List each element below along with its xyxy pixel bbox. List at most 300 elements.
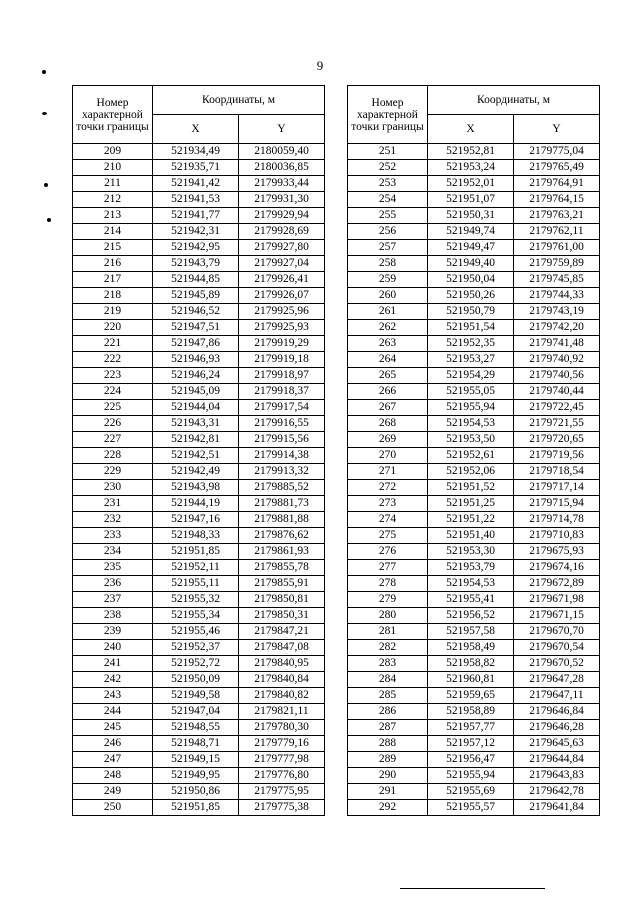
y-coordinate-cell: 2179927,04	[239, 256, 325, 272]
y-coordinate-cell: 2179881,73	[239, 496, 325, 512]
point-number-cell: 266	[348, 384, 428, 400]
table-row	[73, 576, 325, 592]
point-number-cell: 210	[73, 160, 153, 176]
x-coordinate-cell: 521949,15	[153, 752, 239, 768]
x-coordinate-cell: 521951,40	[428, 528, 514, 544]
y-coordinate-cell: 2179855,78	[239, 560, 325, 576]
x-coordinate-cell: 521956,47	[428, 752, 514, 768]
y-coordinate-cell: 2179763,21	[514, 208, 600, 224]
table-row	[348, 672, 600, 688]
point-number-cell: 228	[73, 448, 153, 464]
point-number-cell: 283	[348, 656, 428, 672]
table-row	[73, 352, 325, 368]
table-row	[73, 480, 325, 496]
x-coordinate-cell: 521954,29	[428, 368, 514, 384]
point-number-cell: 214	[73, 224, 153, 240]
point-number-cell: 211	[73, 176, 153, 192]
table-row	[73, 704, 325, 720]
y-coordinate-cell: 2179720,65	[514, 432, 600, 448]
x-coordinate-cell: 521960,81	[428, 672, 514, 688]
y-coordinate-cell: 2179744,33	[514, 288, 600, 304]
y-coordinate-cell: 2179647,28	[514, 672, 600, 688]
x-coordinate-cell: 521955,57	[428, 800, 514, 816]
y-coordinate-cell: 2179918,37	[239, 384, 325, 400]
y-coordinate-cell: 2179672,89	[514, 576, 600, 592]
table-row	[348, 176, 600, 192]
table-row	[348, 336, 600, 352]
x-coordinate-cell: 521943,98	[153, 480, 239, 496]
y-coordinate-cell: 2179927,80	[239, 240, 325, 256]
table-row	[73, 304, 325, 320]
y-coordinate-cell: 2179775,95	[239, 784, 325, 800]
table-row	[348, 736, 600, 752]
table-row	[348, 784, 600, 800]
point-number-cell: 218	[73, 288, 153, 304]
table-row	[348, 208, 600, 224]
point-number-cell: 220	[73, 320, 153, 336]
point-number-cell: 232	[73, 512, 153, 528]
point-number-cell: 215	[73, 240, 153, 256]
table-row	[348, 240, 600, 256]
y-coordinate-cell: 2179821,11	[239, 704, 325, 720]
x-coordinate-cell: 521953,27	[428, 352, 514, 368]
x-coordinate-cell: 521955,32	[153, 592, 239, 608]
x-coordinate-cell: 521941,53	[153, 192, 239, 208]
point-number-cell: 260	[348, 288, 428, 304]
y-coordinate-cell: 2179915,56	[239, 432, 325, 448]
x-coordinate-cell: 521952,35	[428, 336, 514, 352]
point-number-cell: 222	[73, 352, 153, 368]
table-row	[348, 256, 600, 272]
y-coordinate-cell: 2179719,56	[514, 448, 600, 464]
table-body-right	[348, 144, 600, 816]
x-coordinate-cell: 521955,94	[428, 768, 514, 784]
y-coordinate-cell: 2179740,44	[514, 384, 600, 400]
table-row	[348, 224, 600, 240]
x-coordinate-cell: 521952,11	[153, 560, 239, 576]
y-coordinate-cell: 2179925,96	[239, 304, 325, 320]
table-row	[73, 672, 325, 688]
point-number-cell: 259	[348, 272, 428, 288]
x-coordinate-cell: 521952,37	[153, 640, 239, 656]
point-number-cell: 262	[348, 320, 428, 336]
point-number-cell: 255	[348, 208, 428, 224]
table-row	[73, 288, 325, 304]
header-point: Номер характерной точки границы	[73, 86, 153, 144]
y-coordinate-cell: 2179926,07	[239, 288, 325, 304]
x-coordinate-cell: 521950,04	[428, 272, 514, 288]
x-coordinate-cell: 521947,51	[153, 320, 239, 336]
table-row	[348, 320, 600, 336]
point-number-cell: 257	[348, 240, 428, 256]
y-coordinate-cell: 2179740,92	[514, 352, 600, 368]
scan-mark	[42, 112, 47, 115]
x-coordinate-cell: 521942,95	[153, 240, 239, 256]
y-coordinate-cell: 2179740,56	[514, 368, 600, 384]
point-number-cell: 272	[348, 480, 428, 496]
point-number-cell: 290	[348, 768, 428, 784]
x-coordinate-cell: 521955,34	[153, 608, 239, 624]
x-coordinate-cell: 521955,11	[153, 576, 239, 592]
header-y: Y	[239, 115, 325, 144]
table-row	[348, 288, 600, 304]
x-coordinate-cell: 521945,89	[153, 288, 239, 304]
y-coordinate-cell: 2179670,70	[514, 624, 600, 640]
x-coordinate-cell: 521955,94	[428, 400, 514, 416]
point-number-cell: 246	[73, 736, 153, 752]
table-row	[73, 608, 325, 624]
y-coordinate-cell: 2179861,93	[239, 544, 325, 560]
y-coordinate-cell: 2179718,54	[514, 464, 600, 480]
y-coordinate-cell: 2179645,63	[514, 736, 600, 752]
y-coordinate-cell: 2179931,30	[239, 192, 325, 208]
table-row	[348, 480, 600, 496]
point-number-cell: 225	[73, 400, 153, 416]
point-number-cell: 289	[348, 752, 428, 768]
point-number-cell: 277	[348, 560, 428, 576]
point-number-cell: 209	[73, 144, 153, 160]
point-number-cell: 275	[348, 528, 428, 544]
y-coordinate-cell: 2179642,78	[514, 784, 600, 800]
y-coordinate-cell: 2179775,04	[514, 144, 600, 160]
table-row	[73, 496, 325, 512]
point-number-cell: 261	[348, 304, 428, 320]
y-coordinate-cell: 2179925,93	[239, 320, 325, 336]
table-row	[73, 784, 325, 800]
table-row	[348, 592, 600, 608]
y-coordinate-cell: 2179644,84	[514, 752, 600, 768]
x-coordinate-cell: 521950,31	[428, 208, 514, 224]
table-row	[73, 224, 325, 240]
y-coordinate-cell: 2179671,98	[514, 592, 600, 608]
y-coordinate-cell: 2179919,29	[239, 336, 325, 352]
point-number-cell: 244	[73, 704, 153, 720]
x-coordinate-cell: 521952,81	[428, 144, 514, 160]
point-number-cell: 238	[73, 608, 153, 624]
point-number-cell: 219	[73, 304, 153, 320]
table-row	[348, 560, 600, 576]
point-number-cell: 280	[348, 608, 428, 624]
point-number-cell: 249	[73, 784, 153, 800]
x-coordinate-cell: 521954,53	[428, 576, 514, 592]
footer-divider	[400, 888, 545, 889]
table-row	[73, 720, 325, 736]
table-row	[73, 592, 325, 608]
point-number-cell: 216	[73, 256, 153, 272]
point-number-cell: 217	[73, 272, 153, 288]
x-coordinate-cell: 521949,47	[428, 240, 514, 256]
point-number-cell: 248	[73, 768, 153, 784]
y-coordinate-cell: 2179850,81	[239, 592, 325, 608]
table-row	[73, 544, 325, 560]
table-row	[73, 464, 325, 480]
y-coordinate-cell: 2179847,08	[239, 640, 325, 656]
x-coordinate-cell: 521951,54	[428, 320, 514, 336]
y-coordinate-cell: 2179722,45	[514, 400, 600, 416]
y-coordinate-cell: 2179775,38	[239, 800, 325, 816]
y-coordinate-cell: 2179779,16	[239, 736, 325, 752]
table-row	[348, 656, 600, 672]
table-row	[73, 752, 325, 768]
x-coordinate-cell: 521957,12	[428, 736, 514, 752]
table-row	[348, 352, 600, 368]
table-row	[73, 640, 325, 656]
table-row	[73, 560, 325, 576]
x-coordinate-cell: 521950,79	[428, 304, 514, 320]
table-row	[73, 192, 325, 208]
x-coordinate-cell: 521944,04	[153, 400, 239, 416]
table-row	[73, 624, 325, 640]
table-row	[73, 512, 325, 528]
table-row	[348, 384, 600, 400]
y-coordinate-cell: 2179777,98	[239, 752, 325, 768]
x-coordinate-cell: 521946,52	[153, 304, 239, 320]
x-coordinate-cell: 521952,06	[428, 464, 514, 480]
point-number-cell: 242	[73, 672, 153, 688]
table-row	[73, 176, 325, 192]
point-number-cell: 254	[348, 192, 428, 208]
table-row	[348, 160, 600, 176]
table-row	[73, 416, 325, 432]
point-number-cell: 234	[73, 544, 153, 560]
x-coordinate-cell: 521951,07	[428, 192, 514, 208]
table-row	[73, 144, 325, 160]
table-row	[73, 800, 325, 816]
point-number-cell: 263	[348, 336, 428, 352]
table-row	[348, 688, 600, 704]
table-row	[348, 704, 600, 720]
x-coordinate-cell: 521957,58	[428, 624, 514, 640]
point-number-cell: 221	[73, 336, 153, 352]
y-coordinate-cell: 2179764,91	[514, 176, 600, 192]
table-row	[73, 432, 325, 448]
table-row	[348, 624, 600, 640]
scan-mark	[44, 183, 48, 187]
coordinates-table-right	[347, 85, 600, 816]
point-number-cell: 264	[348, 352, 428, 368]
x-coordinate-cell: 521950,09	[153, 672, 239, 688]
x-coordinate-cell: 521948,33	[153, 528, 239, 544]
table-row	[348, 368, 600, 384]
y-coordinate-cell: 2179917,54	[239, 400, 325, 416]
point-number-cell: 265	[348, 368, 428, 384]
point-number-cell: 276	[348, 544, 428, 560]
table-row	[348, 416, 600, 432]
point-number-cell: 278	[348, 576, 428, 592]
table-row	[73, 240, 325, 256]
y-coordinate-cell: 2179641,84	[514, 800, 600, 816]
table-row	[73, 384, 325, 400]
point-number-cell: 253	[348, 176, 428, 192]
table-row	[73, 160, 325, 176]
table-row	[348, 400, 600, 416]
point-number-cell: 213	[73, 208, 153, 224]
x-coordinate-cell: 521953,24	[428, 160, 514, 176]
table-row	[73, 528, 325, 544]
table-row	[348, 304, 600, 320]
x-coordinate-cell: 521942,81	[153, 432, 239, 448]
y-coordinate-cell: 2179919,18	[239, 352, 325, 368]
x-coordinate-cell: 521945,09	[153, 384, 239, 400]
x-coordinate-cell: 521958,89	[428, 704, 514, 720]
x-coordinate-cell: 521952,01	[428, 176, 514, 192]
y-coordinate-cell: 2179745,85	[514, 272, 600, 288]
y-coordinate-cell: 2179759,89	[514, 256, 600, 272]
x-coordinate-cell: 521942,51	[153, 448, 239, 464]
table-row	[348, 576, 600, 592]
y-coordinate-cell: 2179876,62	[239, 528, 325, 544]
table-row	[73, 256, 325, 272]
point-number-cell: 241	[73, 656, 153, 672]
y-coordinate-cell: 2179928,69	[239, 224, 325, 240]
table-row	[348, 768, 600, 784]
x-coordinate-cell: 521944,85	[153, 272, 239, 288]
point-number-cell: 288	[348, 736, 428, 752]
x-coordinate-cell: 521952,61	[428, 448, 514, 464]
y-coordinate-cell: 2179840,82	[239, 688, 325, 704]
y-coordinate-cell: 2179646,28	[514, 720, 600, 736]
y-coordinate-cell: 2179643,83	[514, 768, 600, 784]
x-coordinate-cell: 521942,31	[153, 224, 239, 240]
table-row	[348, 528, 600, 544]
header-x: X	[428, 115, 514, 144]
x-coordinate-cell: 521955,46	[153, 624, 239, 640]
header-coordinates: Координаты, м	[153, 86, 325, 115]
y-coordinate-cell: 2179840,95	[239, 656, 325, 672]
y-coordinate-cell: 2179670,52	[514, 656, 600, 672]
coordinates-table-left	[72, 85, 325, 816]
y-coordinate-cell: 2180036,85	[239, 160, 325, 176]
x-coordinate-cell: 521955,41	[428, 592, 514, 608]
x-coordinate-cell: 521955,05	[428, 384, 514, 400]
x-coordinate-cell: 521953,79	[428, 560, 514, 576]
y-coordinate-cell: 2179717,14	[514, 480, 600, 496]
y-coordinate-cell: 2179714,78	[514, 512, 600, 528]
point-number-cell: 231	[73, 496, 153, 512]
point-number-cell: 291	[348, 784, 428, 800]
table-row	[348, 448, 600, 464]
x-coordinate-cell: 521946,93	[153, 352, 239, 368]
table-body-left	[73, 144, 325, 816]
x-coordinate-cell: 521949,74	[428, 224, 514, 240]
point-number-cell: 281	[348, 624, 428, 640]
y-coordinate-cell: 2179881,88	[239, 512, 325, 528]
header-point: Номер характерной точки границы	[348, 86, 428, 144]
point-number-cell: 285	[348, 688, 428, 704]
y-coordinate-cell: 2179710,83	[514, 528, 600, 544]
x-coordinate-cell: 521941,77	[153, 208, 239, 224]
point-number-cell: 273	[348, 496, 428, 512]
y-coordinate-cell: 2179670,54	[514, 640, 600, 656]
table-row	[348, 640, 600, 656]
y-coordinate-cell: 2179929,94	[239, 208, 325, 224]
table-row	[73, 448, 325, 464]
point-number-cell: 268	[348, 416, 428, 432]
point-number-cell: 229	[73, 464, 153, 480]
y-coordinate-cell: 2179674,16	[514, 560, 600, 576]
table-row	[73, 736, 325, 752]
y-coordinate-cell: 2179741,48	[514, 336, 600, 352]
y-coordinate-cell: 2179764,15	[514, 192, 600, 208]
point-number-cell: 245	[73, 720, 153, 736]
y-coordinate-cell: 2179913,32	[239, 464, 325, 480]
point-number-cell: 251	[348, 144, 428, 160]
x-coordinate-cell: 521947,04	[153, 704, 239, 720]
point-number-cell: 243	[73, 688, 153, 704]
x-coordinate-cell: 521953,50	[428, 432, 514, 448]
x-coordinate-cell: 521934,49	[153, 144, 239, 160]
table-row	[348, 544, 600, 560]
table-row	[73, 368, 325, 384]
x-coordinate-cell: 521959,65	[428, 688, 514, 704]
y-coordinate-cell: 2179885,52	[239, 480, 325, 496]
x-coordinate-cell: 521953,30	[428, 544, 514, 560]
x-coordinate-cell: 521956,52	[428, 608, 514, 624]
x-coordinate-cell: 521950,26	[428, 288, 514, 304]
table-row	[73, 768, 325, 784]
point-number-cell: 286	[348, 704, 428, 720]
point-number-cell: 279	[348, 592, 428, 608]
point-number-cell: 240	[73, 640, 153, 656]
x-coordinate-cell: 521935,71	[153, 160, 239, 176]
y-coordinate-cell: 2179918,97	[239, 368, 325, 384]
x-coordinate-cell: 521946,24	[153, 368, 239, 384]
point-number-cell: 212	[73, 192, 153, 208]
y-coordinate-cell: 2179721,55	[514, 416, 600, 432]
point-number-cell: 274	[348, 512, 428, 528]
table-row	[348, 512, 600, 528]
x-coordinate-cell: 521951,85	[153, 544, 239, 560]
y-coordinate-cell: 2179916,55	[239, 416, 325, 432]
y-coordinate-cell: 2179840,84	[239, 672, 325, 688]
table-row	[348, 464, 600, 480]
y-coordinate-cell: 2179765,49	[514, 160, 600, 176]
page-number: 9	[316, 58, 324, 73]
table-row	[348, 800, 600, 816]
table-row	[348, 432, 600, 448]
table-row	[348, 608, 600, 624]
point-number-cell: 282	[348, 640, 428, 656]
point-number-cell: 235	[73, 560, 153, 576]
y-coordinate-cell: 2179647,11	[514, 688, 600, 704]
header-x: X	[153, 115, 239, 144]
point-number-cell: 227	[73, 432, 153, 448]
scan-mark	[42, 70, 46, 74]
point-number-cell: 226	[73, 416, 153, 432]
point-number-cell: 252	[348, 160, 428, 176]
x-coordinate-cell: 521951,22	[428, 512, 514, 528]
y-coordinate-cell: 2179780,30	[239, 720, 325, 736]
x-coordinate-cell: 521943,79	[153, 256, 239, 272]
table-row	[348, 496, 600, 512]
point-number-cell: 287	[348, 720, 428, 736]
table-row	[348, 144, 600, 160]
point-number-cell: 271	[348, 464, 428, 480]
point-number-cell: 250	[73, 800, 153, 816]
point-number-cell: 247	[73, 752, 153, 768]
table-row	[73, 336, 325, 352]
table-row	[348, 192, 600, 208]
table-row	[73, 208, 325, 224]
table-row	[73, 656, 325, 672]
x-coordinate-cell: 521955,69	[428, 784, 514, 800]
x-coordinate-cell: 521947,16	[153, 512, 239, 528]
point-number-cell: 223	[73, 368, 153, 384]
point-number-cell: 224	[73, 384, 153, 400]
x-coordinate-cell: 521944,19	[153, 496, 239, 512]
table-row	[348, 752, 600, 768]
header-y: Y	[514, 115, 600, 144]
